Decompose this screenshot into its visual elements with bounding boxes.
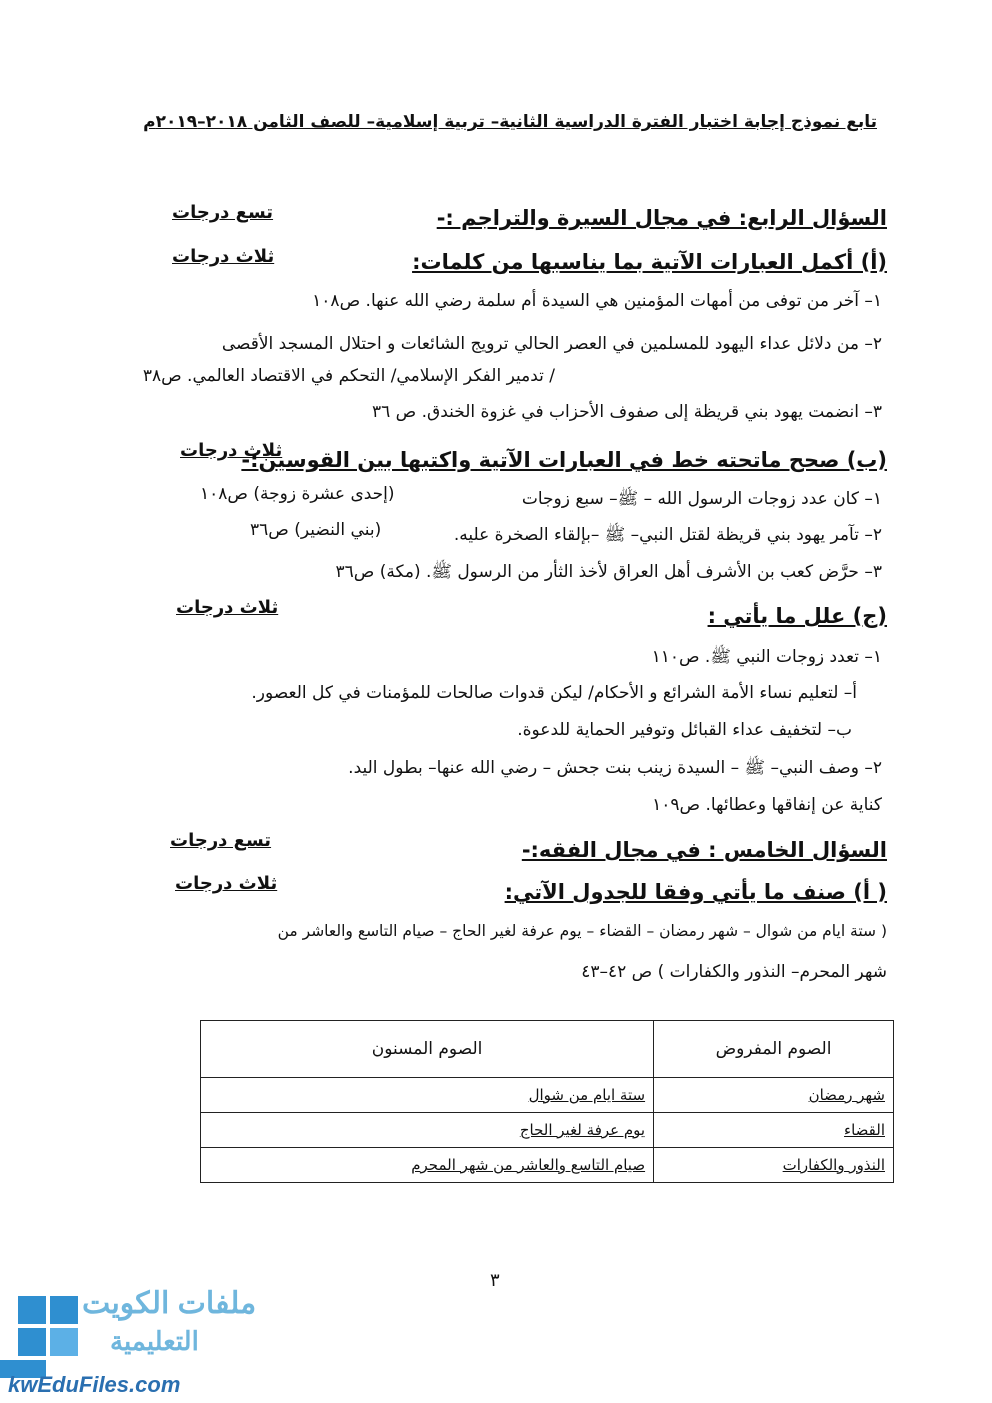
q4a-title: (أ) أكمل العبارات الآتية بما يناسبها من كلمات:	[412, 250, 887, 274]
q4c-line5: كناية عن إنفاقها وعطائها. ص١٠٩	[652, 795, 882, 815]
q4c-marks: ثلاث درجات	[176, 597, 279, 618]
table-cell-fard: النذور والكفارات	[782, 1156, 885, 1174]
table-cell-masnun: ستة ايام من شوال	[528, 1086, 646, 1104]
watermark-subtitle: التعليمية	[110, 1326, 199, 1356]
q4c-line2: أ– لتعليم نساء الأمة الشرائع و الأحكام/ ليكن قدوات صالحات للمؤمنات في كل العصور.	[251, 683, 857, 703]
q5a-marks: ثلاث درجات	[175, 873, 278, 894]
q5-marks: تسع درجات	[170, 830, 272, 851]
q5a-title: ( أ) صنف ما يأتي وفقا للجدول الآتي:	[504, 880, 887, 904]
q4c-title: (ج) علل ما يأتي :	[707, 604, 887, 628]
q4b-line1-answer: (إحدى عشرة زوجة) ص١٠٨	[200, 484, 395, 504]
q4b-line2: ٢– تآمر يهود بني قريظة لقتل النبي– ﷺ –بإلقاء الصخرة عليه.	[453, 525, 882, 545]
q4b-line1: ١– كان عدد زوجات الرسول الله – ﷺ– سبع زوجات	[521, 489, 882, 509]
page-number: ٣	[490, 1270, 500, 1291]
q4b-line2-answer: (بني النضير) ص٣٦	[250, 520, 382, 540]
q4-marks: تسع درجات	[172, 202, 274, 223]
q5-title: السؤال الخامس : في مجال الفقه:-	[521, 838, 887, 862]
q4b-line3: ٣– حرَّض كعب بن الأشرف أهل العراق لأخذ الثأر من الرسول ﷺ. (مكة) ص٣٦	[335, 562, 882, 582]
table-cell-masnun: يوم عرفة لغير الحاج	[519, 1121, 646, 1139]
table-row	[201, 1113, 894, 1148]
table-row	[201, 1148, 894, 1183]
q4b-marks: ثلاث درجات	[180, 440, 283, 461]
table-header-fard: الصوم المفروض	[654, 1021, 894, 1078]
q4-title: السؤال الرابع: في مجال السيرة والتراجم :-	[436, 206, 887, 230]
q4a-marks: ثلاث درجات	[172, 246, 275, 267]
q4c-line4: ٢– وصف النبي– ﷺ – السيدة زينب بنت جحش – رضي الله عنها– بطول اليد.	[348, 758, 882, 778]
table-header-masnun: الصوم المسنون	[201, 1021, 654, 1078]
table-row	[201, 1078, 894, 1113]
fasting-table	[200, 1020, 894, 1183]
q4c-line1: ١– تعدد زوجات النبي ﷺ. ص١١٠	[651, 647, 882, 667]
watermark-url: kwEduFiles.com	[8, 1372, 181, 1397]
q4a-line3: / تدمير الفكر الإسلامي/ التحكم في الاقتصاد العالمي. ص٣٨	[142, 366, 555, 386]
q5a-line1: ( ستة ايام من شوال – شهر رمضان – القضاء – يوم عرفة لغير الحاج – صيام التاسع والعاشر من	[277, 922, 887, 940]
watermark-title: ملفات الكويت	[82, 1287, 257, 1320]
table-cell-masnun: صيام التاسع والعاشر من شهر المحرم	[411, 1156, 646, 1174]
q4a-line2: ٢– من دلائل عداء اليهود للمسلمين في العصر الحالي ترويج الشائعات و احتلال المسجد الأقصى	[221, 334, 882, 354]
q4b-title: (ب) صحح ماتحته خط في العبارات الآتية واكتبها بين القوسين:-	[241, 448, 887, 472]
q5a-line2: شهر المحرم– النذور والكفارات ) ص ٤٢–٤٣	[581, 962, 887, 982]
q4a-line4: ٣– انضمت يهود بني قريظة إلى صفوف الأحزاب في غزوة الخندق. ص ٣٦	[371, 402, 882, 422]
table-cell-fard: القضاء	[844, 1121, 885, 1139]
q4a-line1: ١– آخر من توفى من أمهات المؤمنين هي السيدة أم سلمة رضي الله عنها. ص١٠٨	[312, 291, 882, 311]
table-cell-fard: شهر رمضان	[808, 1086, 885, 1104]
page-header: تابع نموذج إجابة اختبار الفترة الدراسية الثانية– تربية إسلامية– للصف الثامن ٢٠١٨–٢٠١٩م	[143, 112, 877, 132]
q4c-line3: ب– لتخفيف عداء القبائل وتوفير الحماية للدعوة.	[517, 720, 852, 740]
